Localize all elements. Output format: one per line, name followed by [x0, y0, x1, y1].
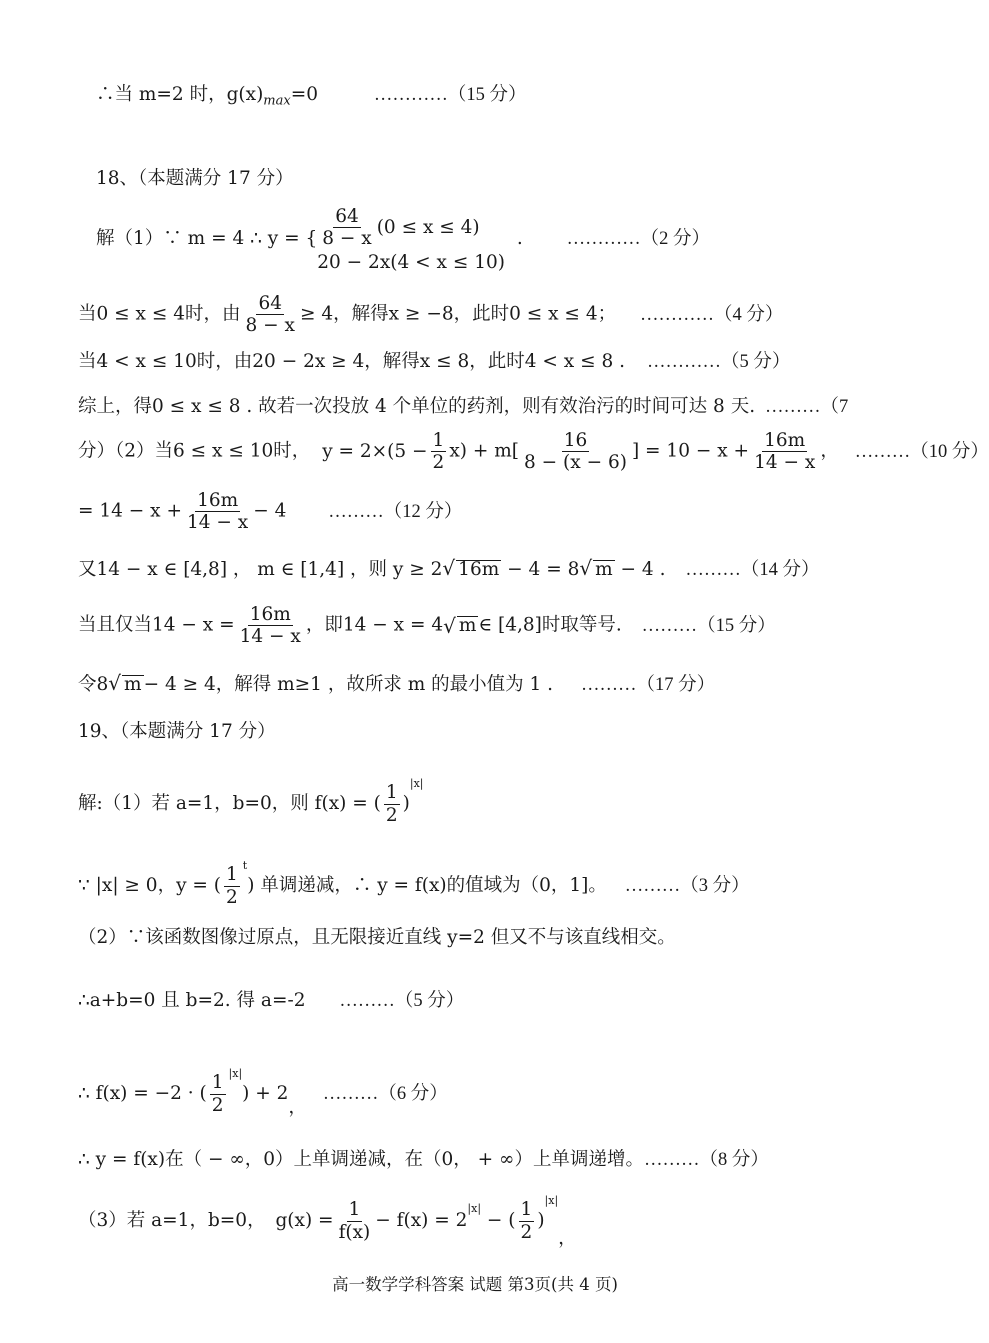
solve-a-text: ∴a+b=0 且 b=2. 得 a=-2	[78, 990, 306, 1011]
frac-den: 8 − (x − 6)	[524, 452, 627, 474]
case-0-4-result: ≥ 4，解得x ≥ −8，此时0 ≤ x ≤ 4；	[299, 303, 617, 325]
line-monotonic	[78, 1151, 769, 1170]
case1-condition: (0 ≤ x ≤ 4)	[376, 216, 480, 238]
radicand-m: m	[458, 615, 477, 637]
part2-intro: 分）（2）当6 ≤ x ≤ 10时，	[78, 440, 311, 462]
frac-num: 64	[335, 206, 359, 227]
gx-def-b: g(x) =	[275, 1209, 334, 1231]
simplified-b: − 4	[253, 500, 287, 522]
exp-t: t	[242, 859, 248, 872]
gx-def-e: )	[537, 1209, 545, 1231]
summary-text: 综上，得0 ≤ x ≤ 8 . 故若一次投放 4 个单位的药剂，则有效治污的时间可达 8 天.	[78, 396, 756, 417]
range-a: ∵ |x| ≥ 0，y = (	[78, 874, 222, 896]
g-max-text: ∴当 m=2 时，g(x)	[96, 84, 264, 105]
frac-den: 8 − x	[322, 228, 372, 250]
exp-abs-x: |x|	[467, 1202, 482, 1215]
comma: ，	[820, 440, 839, 462]
exp-abs-x: |x|	[228, 1067, 243, 1080]
equality-c: ∈ [4,8]时取等号.	[478, 614, 622, 636]
frac-den: 14 − x	[239, 626, 301, 648]
frac-num: 1	[211, 1072, 224, 1094]
frac-den: f(x)	[338, 1221, 371, 1243]
fx-formula-a: ∴ f(x) = −2 · (	[78, 1082, 207, 1104]
exp-abs-x: |x|	[409, 777, 424, 790]
line-solve-a	[78, 992, 464, 1011]
min-m-a: 令8	[78, 674, 109, 695]
frac-num: 16	[563, 430, 588, 451]
line-summary	[78, 398, 848, 417]
frac-num: 1	[432, 430, 445, 451]
period: .	[516, 227, 523, 249]
points-5b: ………（5 分）	[339, 991, 465, 1011]
g-max-value: =0	[290, 84, 318, 105]
points-15b: ………（15 分）	[641, 615, 776, 636]
frac-num: 16m	[764, 430, 806, 451]
frac-1-over-fx	[337, 1199, 373, 1243]
frac-num: 1	[226, 864, 238, 886]
points-7: ………（7	[764, 397, 849, 417]
question-18-header: 18、（本题满分 17 分）	[96, 168, 294, 189]
inequality-b: − 4 = 8	[507, 559, 580, 580]
exp-abs-x: |x|	[544, 1194, 559, 1207]
piecewise-intro: 解（1）∵ m = 4 ∴ y = {	[96, 227, 318, 249]
points-12: ………（12 分）	[328, 501, 463, 522]
comma: ，	[288, 1097, 307, 1118]
points-14: ………（14 分）	[685, 560, 820, 580]
frac-den: 14 − x	[187, 512, 249, 534]
question-19-header: 19、（本题满分 17 分）	[78, 721, 276, 742]
radicand-m: m	[124, 674, 142, 695]
sqrt-icon: √	[442, 556, 456, 580]
line-case-4-10	[78, 353, 790, 372]
frac-den: 2	[520, 1221, 533, 1243]
line-g-max	[96, 86, 527, 108]
gx-def-a: （3）若 a=1，b=0，	[78, 1209, 266, 1231]
points-3: ………（3 分）	[624, 875, 750, 896]
frac-16-over	[522, 430, 629, 474]
points-8: ………（8 分）	[643, 1150, 769, 1170]
equality-b: ，即14 − x = 4	[305, 614, 444, 636]
inequality-c: − 4 .	[620, 559, 666, 580]
line-part2-expression	[78, 430, 989, 474]
case-0-4-text: 当0 ≤ x ≤ 4时，由	[78, 303, 241, 325]
frac-num: 64	[258, 293, 282, 314]
case2: 20 − 2x(4 < x ≤ 10)	[317, 251, 505, 273]
frac-num: 1	[348, 1199, 361, 1221]
y-expr-a: y = 2×(5 −	[322, 440, 428, 462]
line-fx-definition	[78, 778, 424, 826]
frac-half-3	[210, 1072, 226, 1116]
fx-def-b: )	[402, 792, 410, 814]
frac-den: 2	[385, 804, 398, 826]
frac-half-4	[519, 1199, 535, 1243]
points-10: ………（10 分）	[854, 441, 989, 462]
radicand-m: m	[595, 559, 613, 580]
radicand-16m: 16m	[458, 559, 500, 580]
frac-half-2	[224, 864, 240, 908]
frac-den: 8 − x	[245, 315, 295, 337]
points-2: …………（2 分）	[566, 228, 711, 249]
fx-formula-b: ) + 2	[242, 1082, 289, 1104]
frac-num: 16m	[249, 604, 291, 625]
line-gx-definition	[78, 1195, 577, 1249]
points-15: …………（15 分）	[373, 85, 527, 105]
sqrt-icon: √	[108, 671, 122, 695]
line-piecewise	[96, 206, 710, 272]
page-footer: 高一数学学科答案 试题 第3页(共 4 页)	[332, 1275, 618, 1294]
inequality-a: 又14 − x ∈ [4,8] ， m ∈ [1,4] ，则 y ≥ 2	[78, 559, 443, 580]
frac-num: 16m	[197, 490, 239, 511]
y-expr-c: ] = 10 − x +	[631, 440, 750, 462]
line-equality-condition	[78, 604, 776, 648]
frac-num: 1	[520, 1199, 533, 1221]
line-case-0-4	[78, 293, 783, 337]
sqrt-icon: √	[443, 613, 456, 638]
case-4-10-text: 当4 < x ≤ 10时，由20 − 2x ≥ 4，解得x ≤ 8，此时4 < x ≤ 8 .	[78, 351, 626, 372]
sqrt-icon: √	[579, 556, 593, 580]
points-17: ………（17 分）	[580, 675, 716, 695]
max-subscript: max	[263, 93, 291, 109]
frac-den: 2	[226, 886, 238, 908]
line-min-m	[78, 673, 715, 695]
line-range	[78, 860, 750, 908]
equality-a: 当且仅当14 − x =	[78, 614, 235, 636]
gx-def-d: − (	[481, 1209, 516, 1231]
frac-num: 1	[385, 782, 398, 804]
points-4: …………（4 分）	[639, 304, 784, 325]
points-6: ………（6 分）	[322, 1083, 448, 1104]
piecewise-cases	[317, 206, 505, 272]
gx-def-c: − f(x) = 2	[375, 1209, 468, 1231]
line-fx-formula	[78, 1068, 448, 1118]
frac-16m-over-14-x	[752, 430, 817, 474]
fx-def-a: 解:（1）若 a=1，b=0，则 f(x) = (	[78, 792, 381, 814]
min-m-b: − 4 ≥ 4，解得 m≥1 ，故所求 m 的最小值为 1 .	[143, 674, 554, 695]
monotonic-text: ∴ y = f(x)在（ − ∞，0）上单调递减，在（0， + ∞）上单调递增。	[78, 1149, 644, 1170]
points-5: …………（5 分）	[646, 352, 791, 372]
frac-64-over-8-x-2	[244, 293, 297, 337]
frac-den: 2	[432, 452, 445, 474]
frac-16m-over-14-x-2	[185, 490, 250, 534]
frac-64-over-8-x	[320, 206, 373, 250]
y-expr-b: x) + m[	[449, 440, 520, 462]
frac-den: 2	[211, 1094, 224, 1116]
range-b: ) 单调递减，∴ y = f(x)的值域为（0，1]。	[247, 874, 607, 896]
frac-half	[384, 782, 400, 826]
simplified-a: = 14 − x +	[78, 500, 182, 522]
line-inequality	[78, 558, 819, 580]
line-part2-condition: （2）∵该函数图像过原点，且无限接近直线 y=2 但又不与该直线相交。	[78, 927, 676, 948]
comma: ，	[558, 1228, 577, 1249]
frac-den: 14 − x	[754, 452, 816, 474]
line-simplified	[78, 490, 462, 534]
frac-1-2	[431, 430, 447, 474]
frac-16m-over-14-x-3	[238, 604, 303, 648]
